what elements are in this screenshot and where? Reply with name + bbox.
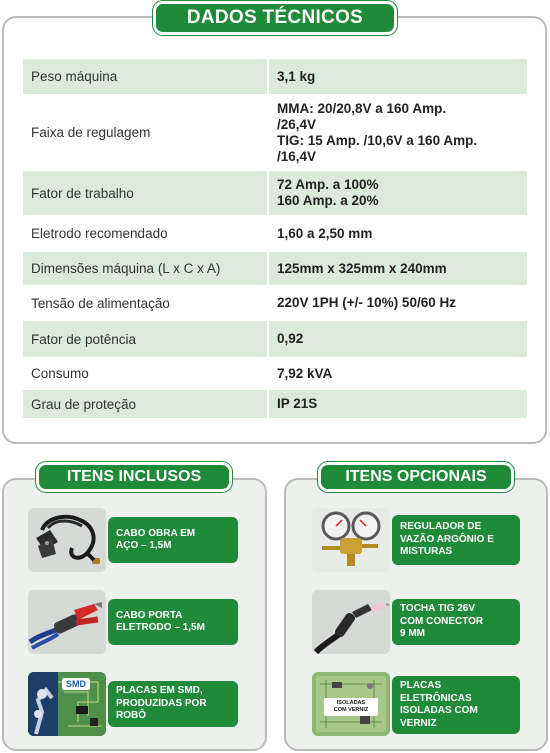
table-row [23, 215, 527, 252]
spec-value: 220V 1PH (+/- 10%) 50/60 Hz [268, 285, 527, 321]
item-label-text: PLACAS EM SMD, PRODUZIDAS POR ROBÔ [116, 685, 207, 722]
table-row [23, 59, 527, 94]
spec-label: Consumo [23, 357, 268, 390]
table-row [23, 94, 527, 171]
table-row [23, 357, 527, 390]
item-label-tig-torch [392, 599, 520, 645]
smd-robot-board-icon [28, 672, 106, 736]
spec-value: MMA: 20/20,8V a 160 Amp. /26,4V TIG: 15 Amp. /10,6V a 160 Amp. /16,4V [268, 94, 527, 171]
spec-label: Fator de trabalho [23, 171, 268, 215]
table-row [23, 171, 527, 215]
item-label-text: CABO PORTA ELETRODO – 1,5M [116, 609, 205, 633]
specs-table [23, 59, 527, 418]
item-label-text: REGULADOR DE VAZÃO ARGÔNIO E MISTURAS [400, 521, 494, 558]
spec-value: 1,60 a 2,50 mm [268, 215, 527, 252]
item-label-gas-regulator [392, 515, 520, 565]
spec-value: 0,92 [268, 321, 527, 357]
item-label-text: CABO OBRA EM AÇO – 1,5M [116, 527, 196, 551]
spec-value: 7,92 kVA [268, 357, 527, 390]
item-label-ground-cable [108, 517, 238, 563]
included-items-title: ITENS INCLUSOS [36, 462, 232, 492]
spec-label: Eletrodo recomendado [23, 215, 268, 252]
varnished-board-icon [312, 672, 390, 736]
spec-label: Faixa de regulagem [23, 94, 268, 171]
item-label-text: PLACAS ELETRÔNICAS ISOLADAS COM VERNIZ [400, 680, 478, 729]
technical-data-title: DADOS TÉCNICOS [153, 1, 397, 35]
item-label-electrode-cable [108, 599, 238, 645]
spec-value: 72 Amp. a 100% 160 Amp. a 20% [268, 171, 527, 215]
table-row [23, 252, 527, 285]
spec-value: 3,1 kg [268, 59, 527, 94]
spec-label: Fator de potência [23, 321, 268, 357]
gas-regulator-icon [312, 508, 390, 572]
varnish-badge: ISOLADAS COM VERNIZ [324, 698, 378, 716]
spec-value: 125mm x 325mm x 240mm [268, 252, 527, 285]
spec-label: Peso máquina [23, 59, 268, 94]
optional-items-title: ITENS OPCIONAIS [318, 462, 514, 492]
table-row [23, 390, 527, 418]
spec-label: Grau de proteção [23, 390, 268, 418]
smd-badge: SMD [62, 678, 90, 690]
electrode-holder-cable-icon [28, 590, 106, 654]
table-row [23, 321, 527, 357]
spec-label: Tensão de alimentação [23, 285, 268, 321]
item-label-varnished-boards [392, 676, 520, 734]
item-label-smd-boards [108, 681, 238, 727]
ground-clamp-cable-icon [28, 508, 106, 572]
spec-value: IP 21S [268, 390, 527, 418]
tig-torch-icon [312, 590, 390, 654]
table-row [23, 285, 527, 321]
item-label-text: TOCHA TIG 26V COM CONECTOR 9 MM [400, 603, 484, 640]
spec-label: Dimensões máquina (L x C x A) [23, 252, 268, 285]
